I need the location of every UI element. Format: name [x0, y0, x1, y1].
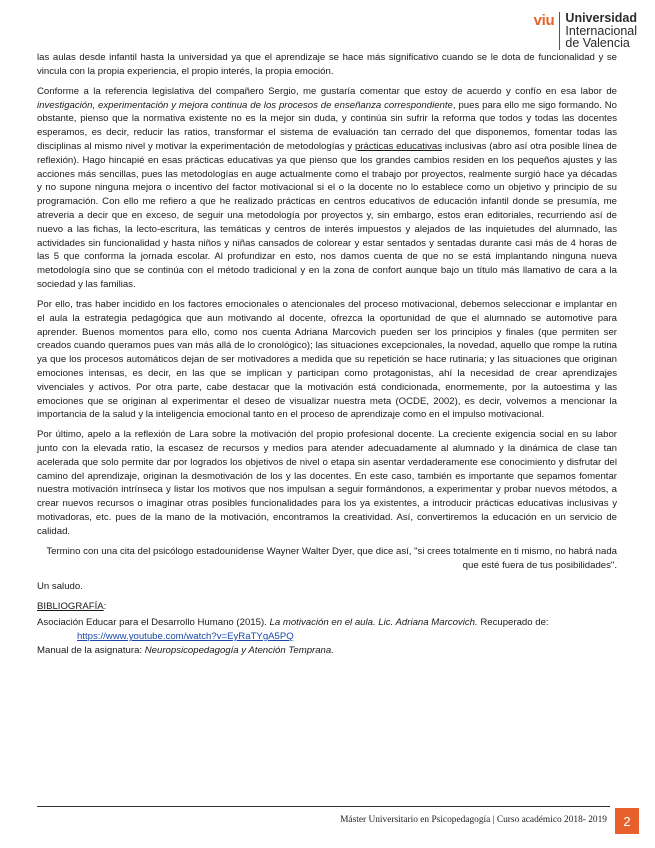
paragraph-2 — [37, 85, 617, 292]
reference-2-title: Neuropsicopedagogía y Atención Temprana. — [144, 644, 334, 656]
footer-divider — [37, 806, 610, 807]
paragraph-4: Por último, apelo a la reflexión de Lara sobre la motivación del propio profesional docente. La creciente exigencia social en su labor junto con la elevada ratio, la escasez de recursos y medios para atender adecuadamente al alumnado y la dinámica de clase tan acelerada que solo permite dar por logrados los objetivos de nivel o etapa sin asentar verdaderamente ese conocimiento y disfrutar del camino del aprendizaje, originan la desmotivación de los y las docentes. En este caso, también es importante que sepamos fomentar nuestra motivación intrínseca y listar los motivos que nos impulsan a seguir formándonos, a experimentar y probar nuevos métodos, a crear nuevos recursos o imaginar otras posibles funcionalidades para los ya existentes, a introducir prácticas educativas inclusivas y motivadoras, etc. pues de la mano de la motivación, encontramos la creatividad. Así, convertiremos la educación en un servicio de calidad. — [37, 429, 617, 537]
document-body — [37, 51, 617, 658]
bibliography-heading-colon: : — [103, 601, 107, 613]
page-number: 2 — [615, 808, 639, 834]
reference-1 — [37, 616, 617, 644]
logo-line-3: de Valencia — [565, 36, 630, 50]
paragraph-2-emphasis: investigación, experimentación y mejora continua de los procesos de enseñanza correspondiente — [37, 99, 453, 111]
university-logo — [534, 12, 637, 50]
logo-mark: viu — [533, 12, 555, 29]
footer-text: Máster Universitario en Psicopedagogía | Curso académico 2018- 2019 — [340, 815, 607, 825]
reference-1-author: Asociación Educar para el Desarrollo Humano (2015). — [37, 617, 270, 629]
reference-2-text: Manual de la asignatura: — [37, 644, 145, 656]
reference-2 — [37, 644, 617, 658]
reference-1-link[interactable]: https://www.youtube.com/watch?v=EyRaTYgA5PQ — [77, 631, 294, 643]
closing-quote: Termino con una cita del psicólogo estadounidense Wayner Walter Dyer, que dice así, "si crees totalmente en ti mismo, no habrá nada que esté fuera de tus posibilidades". — [46, 545, 617, 571]
reference-1-title: La motivación en el aula. Lic. Adriana Marcovich. — [269, 617, 478, 629]
paragraph-3: Por ello, tras haber incidido en los factores emocionales o atencionales del proceso motivacional, debemos seleccionar e implantar en el aula la estrategia pedagógica que aun motivando al docente, ofrezca la oportunidad de que el alumnado se automotive para aprender. Buenos momentos para ello, como nos cuenta Adriana Marcovich pueden ser los principios y finales (que permiten ser creados cuando queramos pues van más allá de lo cronológico); las situaciones excepcionales, la novedad, aquello que rompe la rutina ya que los procesos automáticos dejan de ser motivadores a medida que su repetición se hace rutinaria; y las situaciones que originan emociones intensas, es decir, en las que se implican y participan como protagonistas, ahí la necesidad de crear aprendizajes vivenciales y activos. Por otra parte, cabe destacar que la motivación está condicionada, enormemente, por la autoestima y las emociones que se originan al experimentar el deseo de visualizar nuestra meta (OCDE, 2002), es decir, volvemos a mencionar la importancia de la salud y la inteligencia emocional tanto en el proceso de aprendizaje como en el impulso motivacional. — [37, 298, 617, 421]
logo-line-1: Universidad — [565, 11, 637, 25]
logo-text — [565, 12, 637, 50]
paragraph-2-underlined: prácticas educativas — [354, 140, 443, 152]
salutation: Un saludo. — [37, 581, 83, 593]
logo-separator — [559, 12, 560, 50]
logo-line-2: Internacional — [565, 23, 637, 38]
bibliography-heading — [37, 600, 617, 614]
paragraph-1: las aulas desde infantil hasta la universidad ya que el aprendizaje se hace más significativo cuando se le dota de funcionalidad y se vincula con la propia experiencia, el propio interés, la propia emoción. — [37, 52, 617, 77]
paragraph-2-text-c: inclusivas (abro así otra posible línea de reflexión). Hago hincapié en esas prácticas educativas ya que pienso que los grandes cambios residen en los pequeños ajustes y las acciones más sencillas, pues las metodologías en auge actualmente como el trabajo por proyectos, realmente surgió hace ya décadas y no supone ninguna mejora o incentivo del factor motivacional si el o la docente no lo establece como un objetivo y principio de su programación. Con ello me refiero a que he realizado prácticas en centros educativos de educación infantil donde se presumía, me atreveria a decir que en exceso, de seguir una metodología por proyectos y, sin embargo, estos eran editoriales, recurriendo así de nuevo a las fichas, la lecto-escritura, las temáticas y centros de interés impuestos y alejados de las inquietudes del alumnado, las actividades sin funcionalidad y hasta niños y niñas cansados de colorear y estar sentados y sentadas durante casi más de 4 horas de las 5 que conforma la jornada escolar. Al profundizar en esto, nos damos cuenta de que no se está implantando ninguna nueva metodología sino que se continúa con el método tradicional y en la zona de confort aunque bajo un título más llamativo de cara a la sociedad y las familias. — [37, 140, 618, 290]
bibliography-heading-text: BIBLIOGRAFÍA — [37, 601, 104, 613]
paragraph-2-text-a: Conforme a la referencia legislativa del compañero Sergio, me gustaría comentar que estoy de acuerdo y confío en esa labor de — [37, 85, 617, 97]
paragraph-2-text-b: , pues para ello me sigo formando. No obstante, pienso que la normativa existente no es la mejor sin duda, y continúa sin sufrir la reforma que todos y todas las docentes esperamos, es decir, reducir las ratios, transformar el sistema de evaluación tan cerrado del que disponemos, fomentar todas las disciplinas al mismo nivel y motivar la experimentación de metodologías y — [37, 99, 617, 152]
reference-1-retrieved: Recuperado de: — [477, 617, 549, 629]
